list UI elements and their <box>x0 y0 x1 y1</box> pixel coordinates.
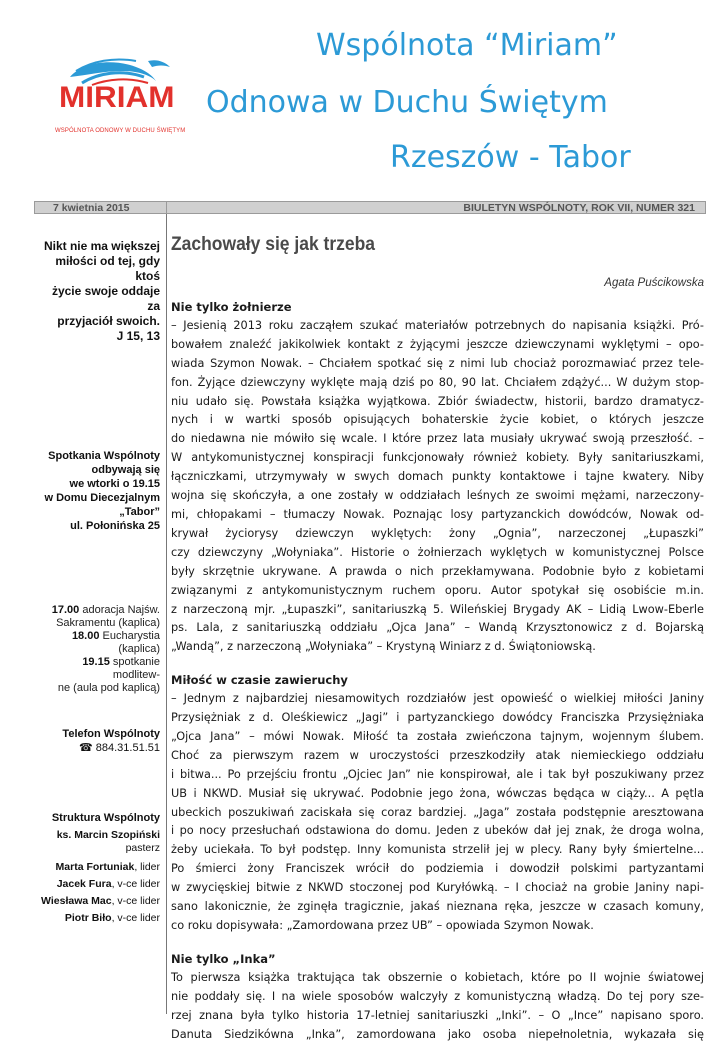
section-paragraph <box>171 690 704 936</box>
member-role: , v-ce lider <box>111 895 160 907</box>
text-line: do niedawna nie mówiło się wcale. I które przez lata musiały ukrywać swoją przeszłość. – <box>171 432 704 446</box>
text-line: i po nocy przesłuchań odstawiona do domu. Jeden z ubeków dał jej znak, że droga wolna, <box>171 824 704 838</box>
text-line: Choć za pierwszym razem w uroczystości przeszkodziły atak niemieckiego oddziału <box>171 748 704 762</box>
text-line: były skrzętnie ukrywane. A prawda o nich przekłamywana. Podobnie było z kobietami <box>171 564 704 578</box>
schedule-text: Eucharystia (kaplica) <box>99 630 160 655</box>
text-line: W antykomunistycznej konspiracji funkcjonowały również kobiety. Były sanitariuszkami, <box>171 451 704 465</box>
text-line: ubeckich poszukiwań zaciskała się coraz bardziej. „Jaga” została podstępnie aresztowana <box>171 805 704 819</box>
text-line: w zwycięskiej bitwie z NKWD stoczonej pod Kuryłówką. – I chociaż na grobie Janiny napi- <box>171 881 704 895</box>
quote-line: Nikt nie ma większej <box>43 239 160 253</box>
quote-line: przyjaciół swoich. <box>57 314 160 328</box>
text-line: łączniczkami, utrzymywały w swych domach punkty kontaktowe i tajne kwatery. Niby <box>171 470 704 484</box>
section-paragraph <box>171 317 704 657</box>
header-title-line3: Rzeszów - Tabor <box>390 140 631 175</box>
text-line: UB i NKWD. Musiał się ukrywać. Podobnie jego żona, wówczas będąca w ciąży... A pętla <box>171 786 704 800</box>
member-name: Jacek Fura <box>56 878 112 890</box>
article-title: Zachowały się jak trzeba <box>171 234 376 255</box>
section-heading: Nie tylko „Inka” <box>171 951 276 966</box>
text-line: nie poddały się. I na wiele sposobów walczyły z komunistyczną władzą. Do tej pory sze- <box>171 989 704 1003</box>
section-gap <box>171 657 704 671</box>
header-title-line1: Wspólnota “Miriam” <box>316 28 618 63</box>
member-name: ks. Marcin Szopiński <box>56 829 160 841</box>
schedule-time: 19.15 <box>82 656 110 668</box>
schedule-time: 18.00 <box>71 630 100 642</box>
text-line: rzej znana była tylko historia 17-letniej sanitariuszki „Inki”. – O „Ince” napisano sporo. <box>171 1008 704 1022</box>
meetings-line: „Tabor” <box>119 506 160 518</box>
text-line: fon. Żyjące dziewczyny wyklęte mają dziś po 80, 90 lat. Chciałem zdążyć... W dużym stop- <box>171 375 704 389</box>
text-line: „Wandą”, z narzeczoną „Wołyniaka” – Krystyną Winiarz z d. Świątoniowską. <box>171 640 596 654</box>
meetings-line: ul. Połonińska 25 <box>70 520 160 532</box>
schedule-line <box>36 604 160 617</box>
bible-quote <box>36 239 160 344</box>
quote-line: miłości od tej, gdy ktoś <box>55 254 160 283</box>
logo-text: MIRIAM <box>59 81 175 114</box>
phone-number: 884.31.51.51 <box>95 742 160 754</box>
section-heading: Nie tylko żołnierze <box>171 300 292 314</box>
structure-item <box>36 893 160 910</box>
text-line: – Jesienią 2013 roku zacząłem szukać materiałów potrzebnych do napisania książki. Pró- <box>171 318 704 332</box>
schedule-text: adoracja Najśw. <box>79 604 160 616</box>
section-gap <box>171 936 704 950</box>
member-name: Marta Fortuniak <box>55 861 135 873</box>
text-line: wojna się skończyła, a one zostały w oddziałach leśnych ze swoimi mężami, narzeczony- <box>171 489 704 503</box>
text-line: bowałem znaleźć jakikolwiek kontakt z żyjącymi jeszcze dziewczynami wyklętymi – opo- <box>171 337 704 351</box>
text-line: i bitwa... Po przejściu frontu „Ojciec Jan” nie konspirował, ale i tak był poszukiwany przez <box>171 767 704 781</box>
schedule-text: spotkanie modlitew- <box>109 656 160 681</box>
header-title-line2: Odnowa w Duchu Świętym <box>206 85 608 120</box>
member-name: Piotr Biło <box>64 912 112 924</box>
text-line: krywał życiorysy dziewczyn wyklętych: żony „Ognia”, narzeczonej „Łupaszki” <box>171 526 704 540</box>
sidebar <box>34 214 167 1014</box>
structure-item <box>36 829 160 842</box>
text-line: „Ojca Jana” – mówi Nowak. Miłość ta została zwieńczona tajnym, wojennym ślubem. <box>171 729 704 743</box>
text-line: – Jednym z najbardziej niesamowitych rozdziałów jest opowieść o wielkiej miłości Janiny <box>171 692 704 706</box>
structure-item <box>36 859 160 876</box>
text-line: wiada Szymon Nowak. – Chciałem spotkać się z nimi lub chociaż porozmawiać przez tele- <box>171 356 704 370</box>
text-line: niu udało się. Powstała książka wyjątkowa. Zbiór świadectw, historii, bardzo dramatycz- <box>171 394 704 408</box>
article-author: Agata Puścikowska <box>604 277 704 289</box>
issue-date: 7 kwietnia 2015 <box>53 202 130 214</box>
section-paragraph <box>171 969 704 1044</box>
text-line: Przysiężniak z d. Oleśkiewicz „Jagi” i partyzanckiego dowódcy Franciszka Przysiężniaka <box>171 711 704 725</box>
article-body <box>171 298 704 1044</box>
text-line: żeby uciekała. To był podstęp. Inny komunista strzelił jej w plecy. Rany były śmiertelne... <box>171 843 704 857</box>
phone-icon: ☎ <box>79 742 93 754</box>
structure-title: Struktura Wspólnoty <box>51 812 160 824</box>
meetings-line: odbywają się <box>91 464 160 476</box>
text-line: co roku dopisywała: „Zamordowana przez UB” – opowiada Szymon Nowak. <box>171 919 594 932</box>
section-heading: Miłość w czasie zawieruchy <box>171 673 348 688</box>
meetings-line: we wtorki o 19.15 <box>69 478 160 490</box>
text-line: mi, chłopakami – tłumaczy Nowak. Poznając losy partyzanckich dowódców, Nowak od- <box>171 507 704 521</box>
schedule-line <box>36 656 160 682</box>
schedule-line <box>36 617 160 630</box>
bulletin-label: BIULETYN WSPÓLNOTY, ROK VII, NUMER 321 <box>463 202 695 214</box>
meetings-info <box>36 449 160 533</box>
text-line: nych i w wartki sposób opisujących bohaterskie życie kobiet, o których jeszcze <box>171 413 704 427</box>
meetings-line: Spotkania Wspólnoty <box>48 450 160 462</box>
text-line: Danuta Siedzikówna „Inka”, zamordowana jako osoba niepełnoletnia, wykazała się <box>171 1027 704 1041</box>
info-bar <box>34 201 706 214</box>
text-line: ps. Lala, z sanitariuszką oddziału „Ojca Jana” – Wandą Krzysztonowicz z d. Bojarską <box>171 621 704 635</box>
schedule <box>36 604 160 695</box>
miriam-logo <box>52 55 186 140</box>
text-line: związanymi z antykomunistycznym ruchem oporu. Autor spotykał się osobiście m.in. <box>171 583 704 597</box>
meetings-line: w Domu Diecezjalnym <box>44 492 160 504</box>
member-role: , v-ce lider <box>111 912 160 924</box>
schedule-time: 17.00 <box>51 604 80 616</box>
logo-subtitle: WSPÓLNOTA ODNOWY W DUCHU ŚWIĘTYM <box>55 128 186 134</box>
phone-info <box>36 727 160 755</box>
structure-item <box>36 842 160 855</box>
bar-divider <box>166 202 167 213</box>
text-line: Po śmierci żony Franciszek wrócił do podziemia i dowodził polskimi partyzantami <box>171 862 704 876</box>
schedule-line <box>36 630 160 656</box>
member-role: , v-ce lider <box>111 878 160 890</box>
schedule-text: Sakramentu (kaplica) <box>56 617 160 629</box>
member-role: pasterz <box>125 842 160 854</box>
schedule-line <box>36 682 160 695</box>
community-structure <box>36 810 160 927</box>
text-line: sano lakonicznie, że zginęła tragicznie, jakaś nieznana ręka, jeszcze w czasach komuny, <box>171 900 704 914</box>
member-name: Wiesława Mac <box>41 895 112 907</box>
text-line: czy dziewczyny „Wołyniaka”. Historie o żołnierzach wyklętych w komunistycznej Polsce <box>171 545 704 559</box>
member-role: , lider <box>134 861 160 873</box>
phone-title: Telefon Wspólnoty <box>62 728 160 740</box>
text-line: z narzeczoną mjr. „Łupaszki”, sanitariuszką 5. Wileńskiej Brygady AK – Lidią Lwow-Eberle <box>171 602 704 616</box>
text-line: To pierwsza książka traktująca tak obszernie o kobietach, które po II wojnie światowej <box>171 970 704 984</box>
quote-line: życie swoje oddaje za <box>51 284 160 313</box>
structure-item <box>36 910 160 927</box>
schedule-text: ne (aula pod kaplicą) <box>57 682 160 694</box>
quote-reference: J 15, 13 <box>116 329 160 343</box>
structure-item <box>36 876 160 893</box>
